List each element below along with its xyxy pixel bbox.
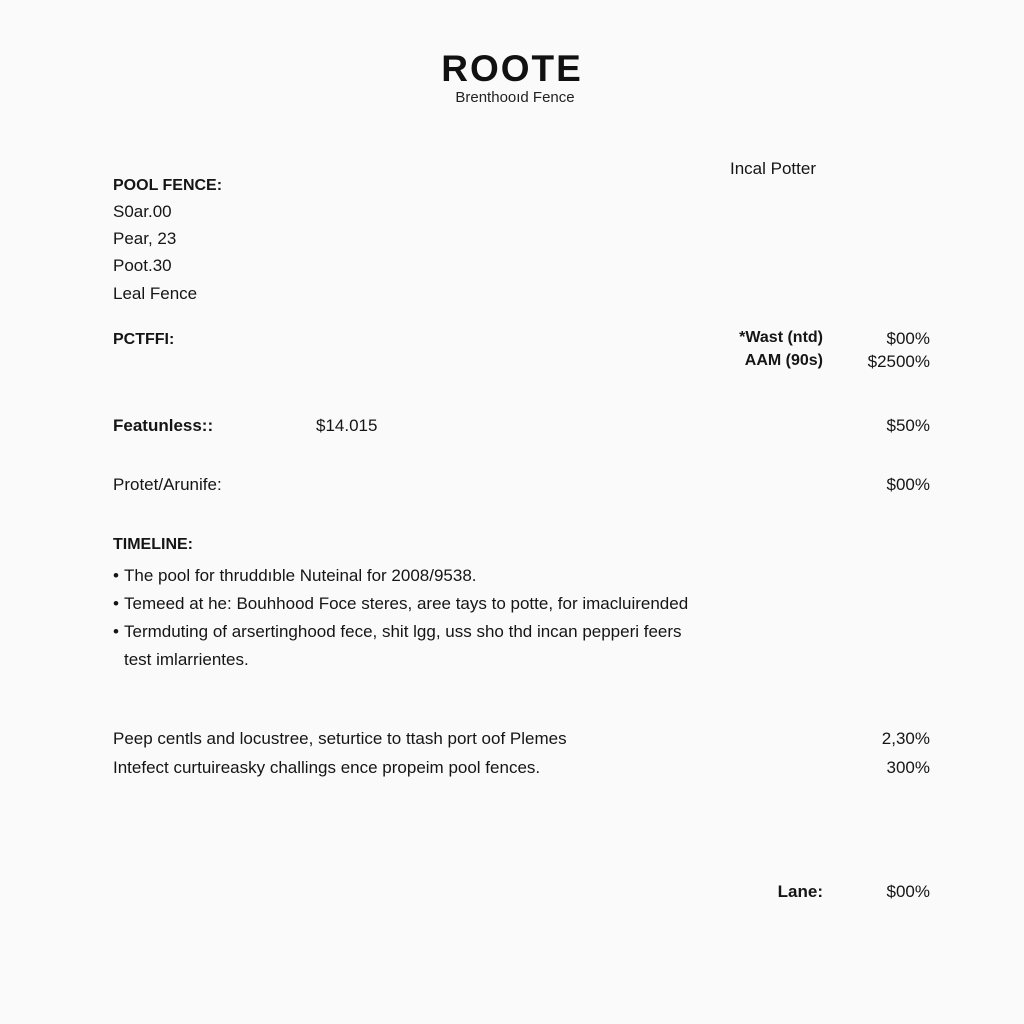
list-item — [113, 562, 813, 590]
pctffi-row-value: $00% — [886, 329, 930, 348]
pool-fence-line: Leal Fence — [113, 284, 198, 303]
pctffi-heading: PCTFFI: — [113, 331, 175, 348]
list-item — [113, 590, 813, 618]
timeline-item-continuation: test imlarrientes. — [124, 650, 249, 669]
pool-fence-line: Pear, 23 — [113, 229, 177, 248]
timeline-list — [113, 562, 813, 674]
bullet-icon: • — [113, 622, 119, 641]
note-value: 300% — [886, 758, 930, 777]
pctffi-row-label: *Wast (ntd) — [739, 329, 823, 346]
timeline-item-text: Temeed at he: Bouhhood Foce steres, aree tays to potte, for imacluirended — [124, 594, 689, 613]
protet-value: $00% — [886, 475, 930, 494]
featunless-value: $50% — [886, 416, 930, 435]
featunless-label: Featunless:: — [113, 416, 214, 435]
bullet-icon: • — [113, 594, 119, 613]
pctffi-row-label: AAM (90s) — [744, 352, 823, 369]
timeline-heading: TIMELINE: — [113, 536, 193, 553]
company-subtitle: Brenthooıd Fence — [455, 89, 575, 106]
lane-label: Lane: — [777, 882, 823, 901]
bullet-icon: • — [113, 566, 119, 585]
protet-label: Protet/Arunife: — [113, 475, 222, 494]
featunless-amount: $14.015 — [316, 416, 378, 435]
pctffi-row-value: $2500% — [867, 352, 930, 371]
pool-fence-heading: POOL FENCE: — [113, 177, 223, 194]
lane-value: $00% — [886, 882, 930, 901]
note-text: Peep centls and locustree, seturtice to ttash port oof Plemes — [113, 729, 567, 748]
note-text: Intefect curtuireasky challings ence propeim pool fences. — [113, 758, 541, 777]
timeline-item-text: The pool for thruddıble Nuteinal for 2008/9538. — [124, 566, 477, 585]
pool-fence-line: S0ar.00 — [113, 202, 172, 221]
timeline-item-text: Termduting of arsertinghood fece, shit lgg, uss sho thd incan pepperi feers — [124, 622, 682, 641]
company-title: ROOTE — [441, 48, 583, 89]
top-right-label: Incal Potter — [730, 159, 816, 178]
note-value: 2,30% — [881, 729, 930, 748]
list-item — [113, 618, 813, 674]
pool-fence-line: Poot.30 — [113, 256, 172, 275]
